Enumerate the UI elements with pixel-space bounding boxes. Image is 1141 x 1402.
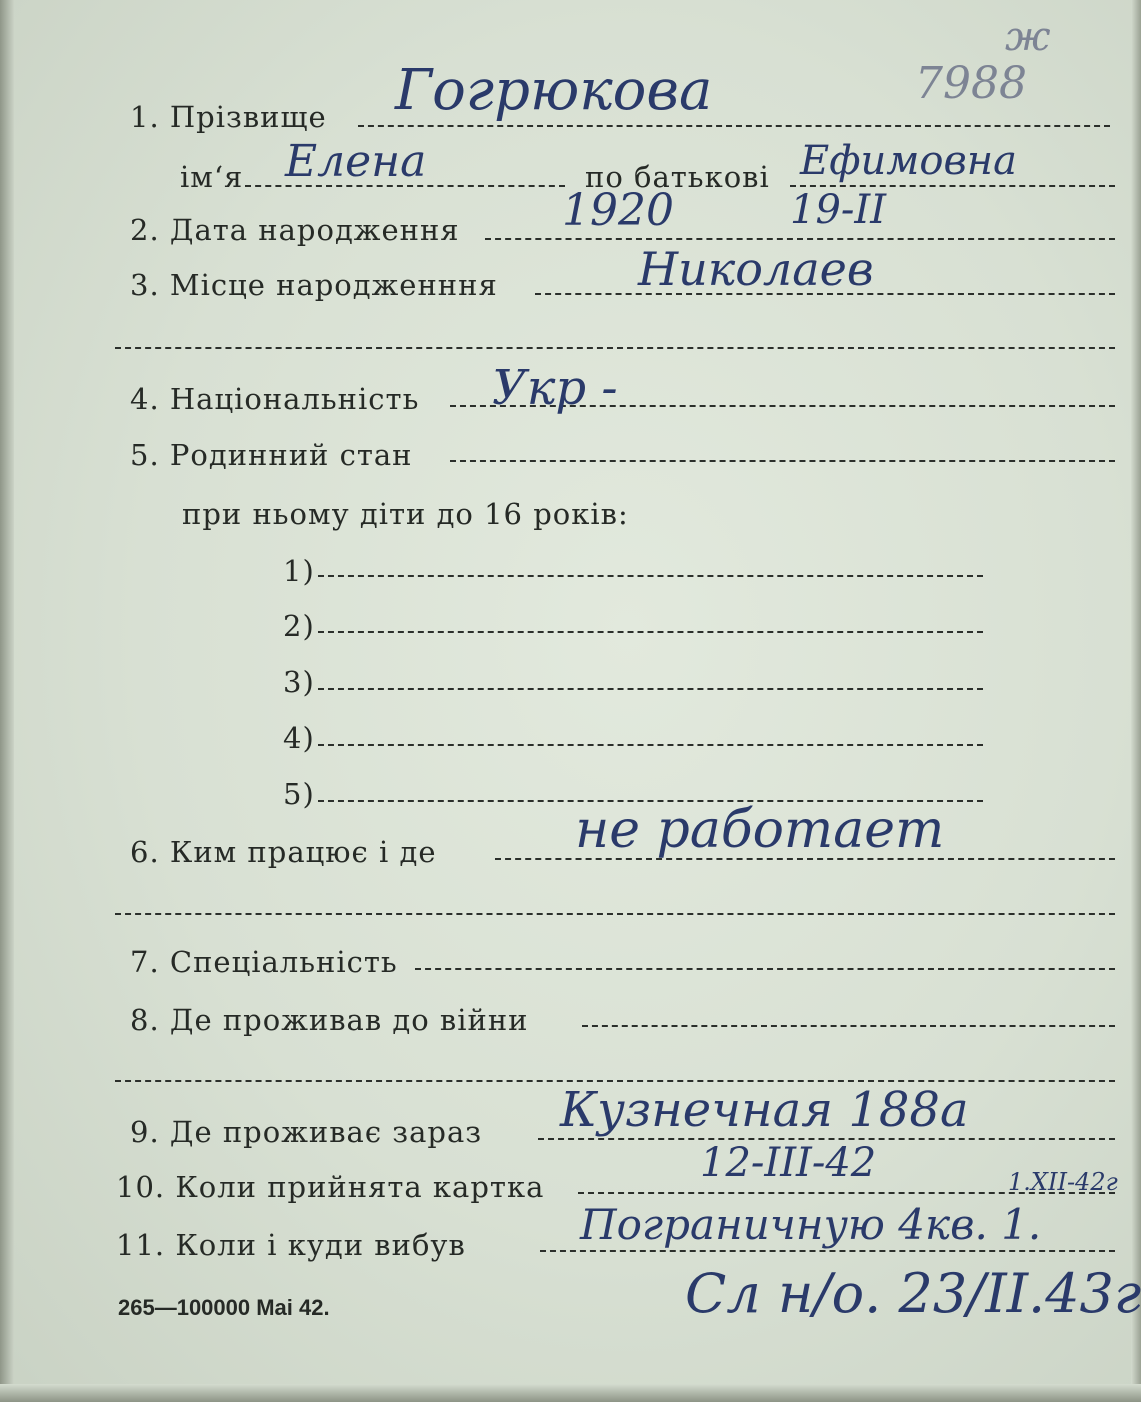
print-code: 265—100000 Mai 42. [118, 1295, 330, 1320]
child-2-label: 2) [283, 609, 315, 643]
current-residence-label: 9. Де проживає зараз [130, 1115, 483, 1149]
child-3-label: 3) [283, 665, 315, 699]
departed-line [540, 1250, 1115, 1252]
specialty-line [415, 968, 1115, 970]
birth-year-value: 1920 [562, 185, 674, 236]
birthdate-label: 2. Дата народження [130, 213, 460, 247]
card-bottom-edge [0, 1384, 1141, 1402]
prewar-residence-label: 8. Де проживав до війни [130, 1003, 529, 1037]
record-number: 7988 [915, 58, 1027, 109]
specialty-label: 7. Спеціальність [130, 945, 398, 979]
corner-mark: ж [1005, 14, 1051, 60]
card-left-edge [0, 0, 14, 1402]
child-4-label: 4) [283, 721, 315, 755]
surname-value: Гогрюкова [395, 58, 713, 123]
child-2-line [318, 631, 983, 633]
child-5-label: 5) [283, 777, 315, 811]
card-date-1-value: 12-III-42 [700, 1140, 877, 1186]
child-3-line [318, 688, 983, 690]
marital-status-line [450, 460, 1115, 462]
occupation-value: не работает [575, 800, 945, 860]
birth-day-value: 19-II [790, 187, 887, 233]
birthplace-label: 3. Місце народженння [130, 268, 498, 302]
departed-label: 11. Коли і куди вибув [116, 1228, 466, 1262]
card-accepted-label: 10. Коли прийнята картка [116, 1170, 545, 1204]
child-4-line [318, 744, 983, 746]
marital-status-label: 5. Родинний стан [130, 438, 413, 472]
surname-label: 1. Прізвище [130, 100, 327, 134]
birthdate-line [485, 238, 1115, 240]
card-right-edge [1131, 0, 1141, 1402]
birthplace-extra-line [115, 347, 1115, 349]
nationality-value: Укр - [492, 360, 618, 416]
occupation-extra-line [115, 913, 1115, 915]
card-date-2-value: 1.XII-42г [1008, 1168, 1118, 1196]
departed-value: Пограничную 4кв. 1. [580, 1200, 1042, 1249]
children-label: при ньому діти до 16 років: [182, 497, 629, 531]
child-1-line [318, 575, 983, 577]
signature-note: Сл н/о. 23/II.43г [685, 1262, 1141, 1325]
current-residence-value: Кузнечная 188а [560, 1082, 969, 1138]
child-1-label: 1) [283, 554, 315, 588]
patronymic-value: Ефимовна [800, 138, 1017, 184]
patronymic-label: по батькові [585, 160, 770, 194]
birthplace-value: Николаев [638, 242, 874, 296]
nationality-label: 4. Національність [130, 382, 420, 416]
occupation-label: 6. Ким працює і де [130, 835, 437, 869]
first-name-value: Елена [285, 136, 427, 187]
surname-line [358, 125, 1110, 127]
prewar-residence-line [582, 1025, 1115, 1027]
first-name-label: ім‘я [180, 160, 244, 194]
